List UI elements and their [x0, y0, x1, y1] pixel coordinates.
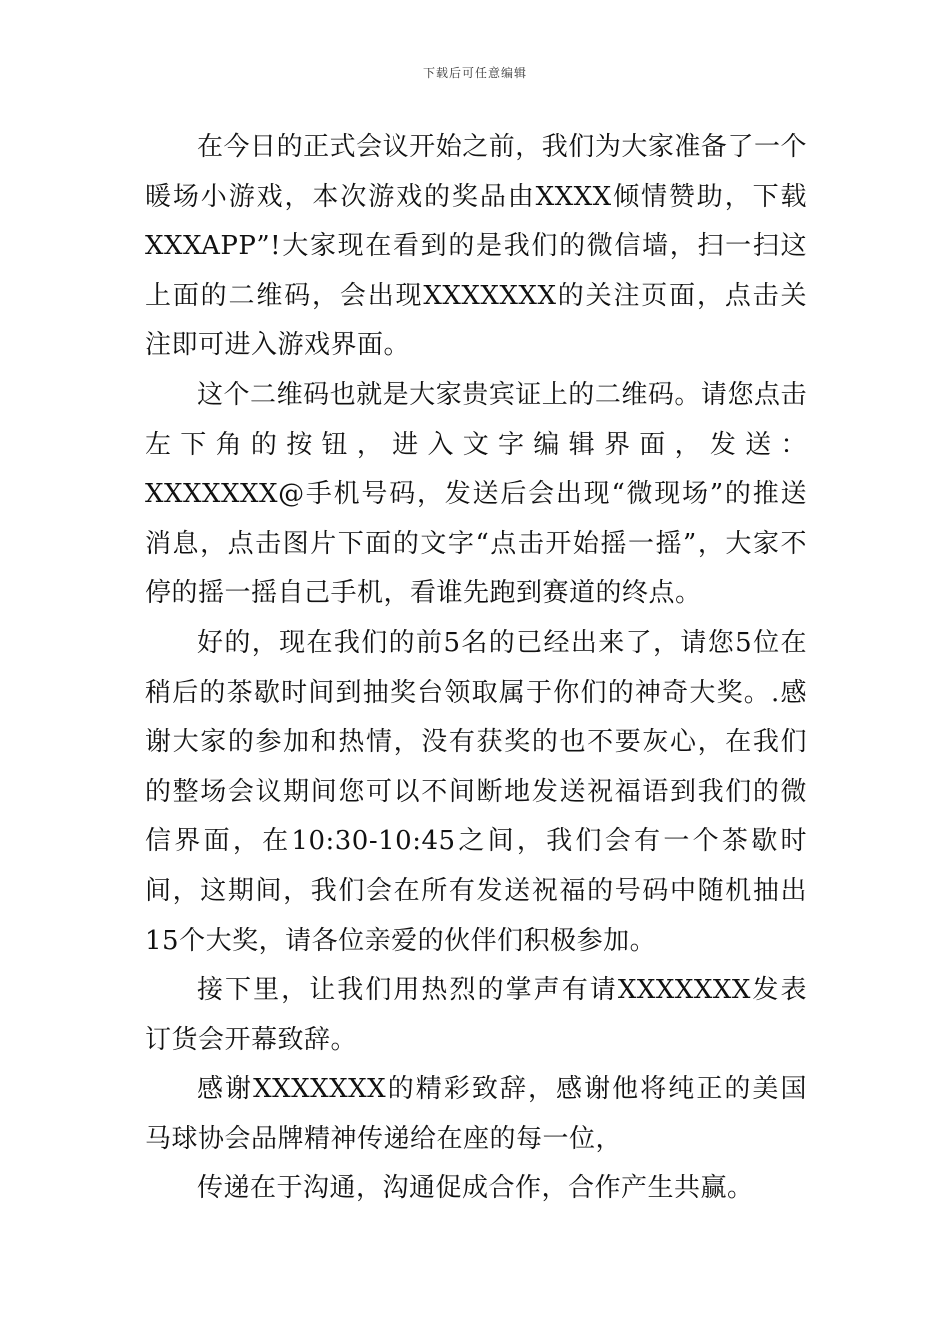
document-body: [145, 123, 807, 1214]
paragraph-closing-line: 传递在于沟通，沟通促成合作，合作产生共赢。: [197, 1173, 754, 1204]
paragraph-thanks-speech: 感谢XXXXXXX的精彩致辞，感谢他将纯正的美国马球协会品牌精神传递给在座的每一位，: [145, 1074, 807, 1154]
header-note: 下载后可任意编辑: [422, 66, 527, 80]
paragraph-qr-instructions: 这个二维码也就是大家贵宾证上的二维码。请您点击左下角的按钮，进入文字编辑界面，发送：XXXXXXX@手机号码，发送后会出现“微现场”的推送消息，点击图片下面的文字“点击开始摇一摇”，大家不停的摇一摇自己手机，看谁先跑到赛道的终点。: [145, 379, 807, 609]
paragraph-prize-announcement: 好的，现在我们的前5名的已经出来了，请您5位在稍后的茶歇时间到抽奖台领取属于你们的神奇大奖。.感谢大家的参加和热情，没有获奖的也不要灰心，在我们的整场会议期间您可以不间断地发送祝福语到我们的微信界面，在10:30-10:45之间，我们会有一个茶歇时间，这期间，我们会在所有发送祝福的号码中随机抽出15个大奖，请各位亲爱的伙伴们积极参加。: [145, 627, 807, 956]
paragraph-opening-speech-invite: 接下里，让我们用热烈的掌声有请XXXXXXX发表订货会开幕致辞。: [145, 975, 807, 1055]
paragraph-warmup-game: 在今日的正式会议开始之前，我们为大家准备了一个暖场小游戏，本次游戏的奖品由XXXX倾情赞助，下载XXXAPP”!大家现在看到的是我们的微信墙，扫一扫这上面的二维码，会出现XXXXXXX的关注页面，点击关注即可进入游戏界面。: [145, 132, 807, 361]
